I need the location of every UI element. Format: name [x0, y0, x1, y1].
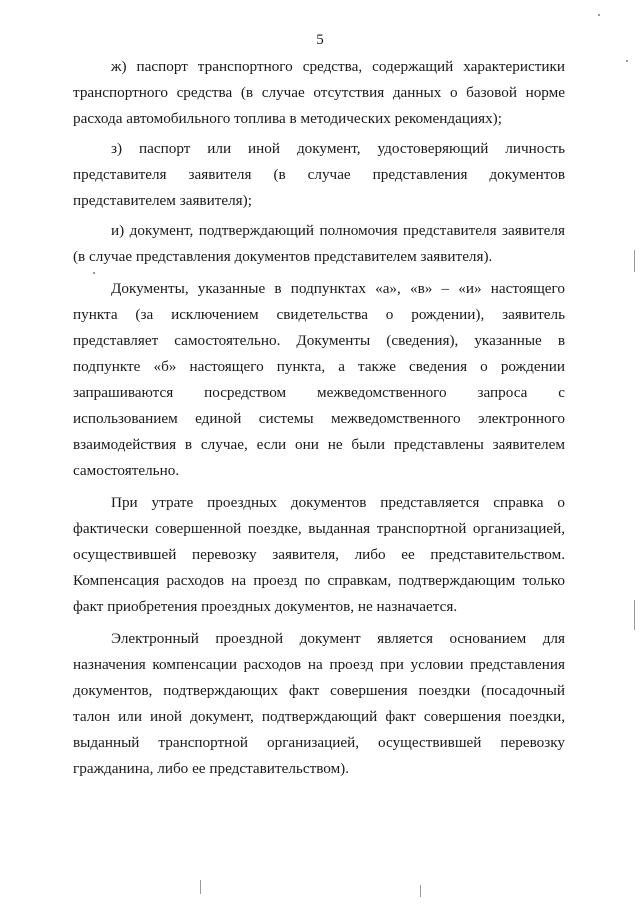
page-number: 5: [316, 32, 324, 48]
scan-edge-mark: [634, 250, 635, 272]
scan-edge-mark: [420, 885, 421, 897]
paragraph-documents-submission: Документы, указанные в подпунктах «а», «в» – «и» настоящего пункта (за исключением свидетельства о рождении), заявитель представляет самостоятельно. Документы (сведения), указанные в подпункте «б» настоящего пункта, а также сведения о рождении запрашиваются посредством межведомственного запроса с использованием единой системы межведомственного электронного взаимодействия в случае, если они не были представлены заявителем самостоятельно.: [73, 280, 565, 479]
paragraph-z-identity-document: з) паспорт или иной документ, удостоверяющий личность представителя заявителя (в случае представления документов представителем заявителя);: [73, 140, 565, 209]
scan-speck: [93, 272, 95, 274]
scan-speck: [626, 60, 628, 62]
paragraph-i-authority-document: и) документ, подтверждающий полномочия представителя заявителя (в случае представления документов представителем заявителя).: [73, 222, 565, 265]
document-body: [73, 54, 565, 786]
scan-speck: [598, 14, 600, 16]
scan-edge-mark: [634, 600, 635, 630]
paragraph-zh-vehicle-passport: ж) паспорт транспортного средства, содержащий характеристики транспортного средства (в случае отсутствия данных о базовой норме расхода автомобильного топлива в методических рекомендациях);: [73, 58, 565, 127]
paragraph-lost-tickets: При утрате проездных документов представляется справка о фактически совершенной поездке, выданная транспортной организацией, осуществившей перевозку заявителя, либо ее представительством. Компенсация расходов на проезд по справкам, подтверждающим только факт приобретения проездных документов, не назначается.: [73, 494, 565, 615]
paragraph-electronic-ticket: Электронный проездной документ является основанием для назначения компенсации расходов на проезд при условии представления документов, подтверждающих факт совершения поездки (посадочный талон или иной документ, подтверждающий факт совершения поездки, выданный транспортной организацией, осуществившей перевозку гражданина, либо ее представительством).: [73, 630, 565, 777]
scan-edge-mark: [200, 880, 201, 894]
